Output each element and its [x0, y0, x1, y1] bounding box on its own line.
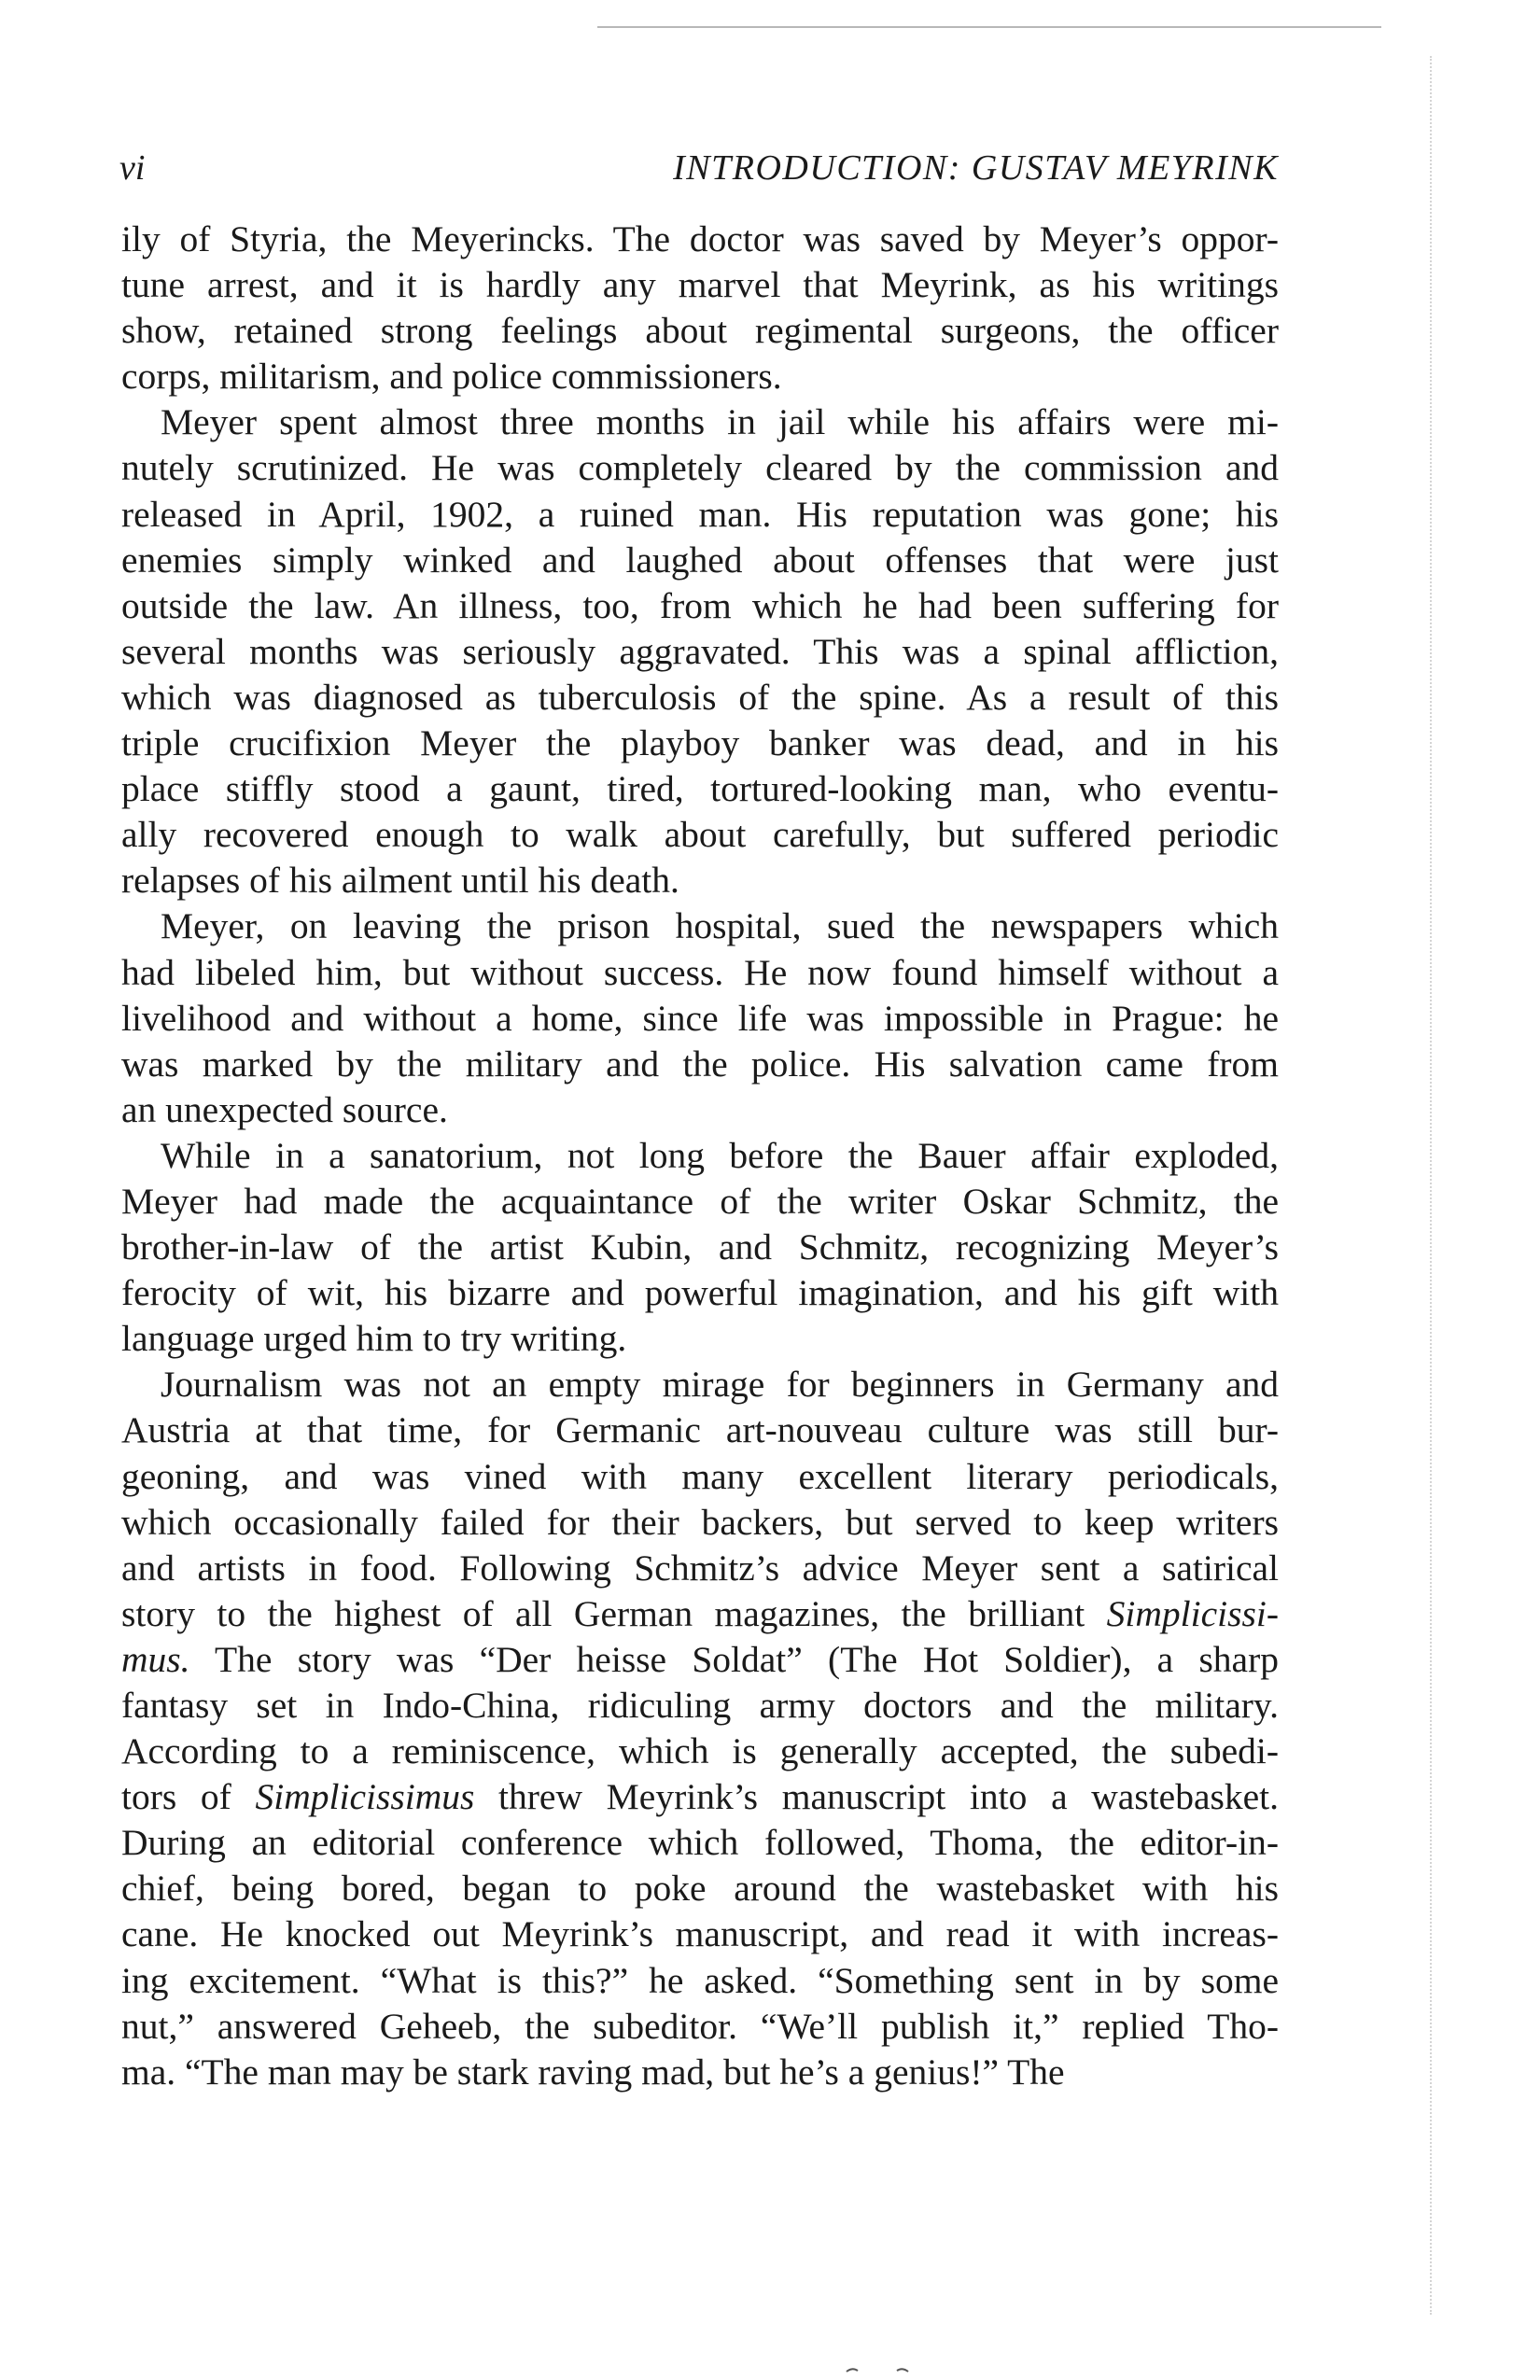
text-line: ferocity of wit, his bizarre and powerful imagination, and his gift with [121, 1272, 1279, 1314]
text-line: several months was seriously aggravated. This was a spinal affliction, [121, 630, 1279, 672]
text-line: place stiffly stood a gaunt, tired, tortured-looking man, who eventu- [121, 768, 1279, 810]
text-line: show, retained strong feelings about regimental surgeons, the officer [121, 310, 1279, 352]
text-line: relapses of his ailment until his death. [121, 860, 679, 902]
text-line: and artists in food. Following Schmitz’s advice Meyer sent a satirical [121, 1547, 1279, 1589]
text-line: tors of Simplicissimus threw Meyrink’s manuscript into a wastebasket. [121, 1776, 1280, 1818]
text-line: triple crucifixion Meyer the playboy banker was dead, and in his [121, 722, 1279, 764]
text-line: language urged him to try writing. [121, 1318, 627, 1360]
text-line: Meyer, on leaving the prison hospital, sued the newspapers which [161, 905, 1279, 947]
text-line: Austria at that time, for Germanic art-nouveau culture was still bur- [121, 1409, 1279, 1451]
text-line: mus. The story was “Der heisse Soldat” (The Hot Soldier), a sharp [121, 1638, 1279, 1680]
text-line: corps, militarism, and police commissioners. [121, 356, 782, 398]
text-line: ma. “The man may be stark raving mad, but he’s a genius!” The [121, 2051, 1065, 2093]
text-line: nut,” answered Geheeb, the subeditor. “We’ll publish it,” replied Tho- [121, 2005, 1279, 2047]
text-line: which occasionally failed for their backers, but served to keep writers [121, 1501, 1279, 1543]
paragraph [121, 399, 1279, 903]
text-line: According to a reminiscence, which is generally accepted, the subedi- [121, 1730, 1279, 1772]
page-number: vi [119, 148, 146, 188]
text-line: nutely scrutinized. He was completely cleared by the commission and [121, 447, 1279, 489]
body-text [121, 217, 1279, 2095]
text-line: Meyer spent almost three months in jail while his affairs were mi- [161, 401, 1279, 443]
text-line: brother-in-law of the artist Kubin, and Schmitz, recognizing Meyer’s [121, 1226, 1279, 1268]
paragraph [121, 903, 1279, 1132]
text-line: tune arrest, and it is hardly any marvel that Meyrink, as his writings [121, 264, 1279, 306]
text-line: an unexpected source. [121, 1088, 448, 1130]
text-line: had libeled him, but without success. He now found himself without a [121, 951, 1279, 993]
text-line: ing excitement. “What is this?” he asked. “Something sent in by some [121, 1959, 1279, 2001]
text-line: chief, being bored, began to poke around the wastebasket with his [121, 1868, 1279, 1910]
text-line: fantasy set in Indo-China, ridiculing army doctors and the military. [121, 1685, 1279, 1726]
text-line: was marked by the military and the police. His salvation came from [121, 1043, 1279, 1085]
text-line: geoning, and was vined with many excellent literary periodicals, [121, 1455, 1279, 1497]
text-line: livelihood and without a home, since life was impossible in Prague: he [121, 997, 1279, 1039]
bottom-scan-mark [845, 2366, 910, 2375]
page-header [119, 140, 1279, 196]
text-line: ily of Styria, the Meyerincks. The doctor was saved by Meyer’s oppor- [121, 218, 1279, 259]
scan-edge-dots [1430, 56, 1432, 2315]
text-line: cane. He knocked out Meyrink’s manuscript, and read it with increas- [121, 1913, 1279, 1955]
text-line: ally recovered enough to walk about carefully, but suffered periodic [121, 814, 1279, 856]
text-line: During an editorial conference which followed, Thoma, the editor-in- [121, 1822, 1279, 1864]
text-line: enemies simply winked and laughed about offenses that were just [121, 539, 1279, 581]
scan-edge-line [597, 26, 1381, 28]
running-head: INTRODUCTION: GUSTAV MEYRINK [673, 148, 1279, 188]
text-line: Meyer had made the acquaintance of the writer Oskar Schmitz, the [121, 1180, 1279, 1222]
text-line: released in April, 1902, a ruined man. His reputation was gone; his [121, 493, 1279, 535]
text-line: Journalism was not an empty mirage for beginners in Germany and [161, 1364, 1279, 1406]
text-line: While in a sanatorium, not long before the Bauer affair exploded, [161, 1134, 1279, 1176]
paragraph [121, 217, 1279, 399]
paragraph [121, 1362, 1279, 2095]
text-line: outside the law. An illness, too, from which he had been suffering for [121, 584, 1279, 626]
text-line: story to the highest of all German magazines, the brilliant Simplicissi- [121, 1592, 1279, 1634]
paragraph [121, 1133, 1279, 1362]
text-line: which was diagnosed as tuberculosis of the spine. As a result of this [121, 676, 1279, 718]
